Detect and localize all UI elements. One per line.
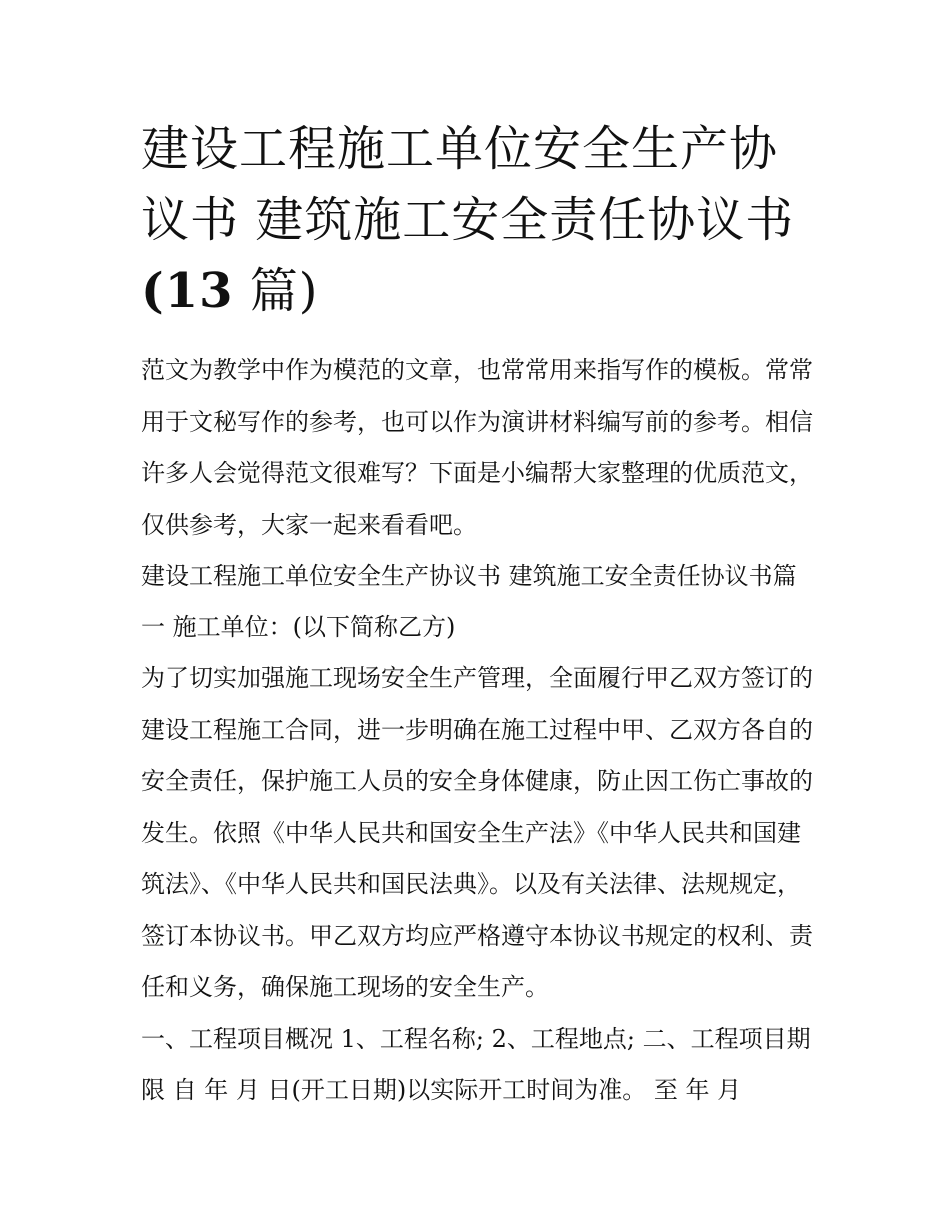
document-title [141,114,813,327]
document-body [141,345,813,1117]
title-line-1: 建设工程施工单位安全生产协 [141,121,779,177]
document-content [141,114,813,1117]
title-line-3-suffix: 篇) [233,263,319,320]
paragraph-project-overview: 一、工程项目概况 1、工程名称; 2、工程地点; 二、工程项目期限 自 年 月 日(开工日期)以实际开工时间为准。 至 年 月 [141,1024,811,1105]
title-line-3-count: (13 [141,263,234,320]
paragraph-intro: 范文为教学中作为模范的文章，也常常用来指写作的模板。常常用于文秘写作的参考，也可以作为演讲材料编写前的参考。相信许多人会觉得范文很难写？下面是小编帮大家整理的优质范文，仅供参考，大家一起来看看吧。 [141,356,813,539]
title-line-2: 议书 建筑施工安全责任协议书 [141,192,795,249]
paragraph-heading: 建设工程施工单位安全生产协议书 建筑施工安全责任协议书篇一 施工单位：(以下简称乙方) [141,562,797,642]
paragraph-purpose: 为了切实加强施工现场安全生产管理，全面履行甲乙双方签订的建设工程施工合同，进一步明确在施工过程中甲、乙双方各自的安全责任，保护施工人员的安全身体健康，防止因工伤亡事故的发生。依照《中华人民共和国安全生产法》《中华人民共和国建筑法》、《中华人民共和国民法典》。以及有关法律、法规规定，签订本协议书。甲乙双方均应严格遵守本协议书规定的权利、责任和义务，确保施工现场的安全生产。 [141,664,813,1002]
